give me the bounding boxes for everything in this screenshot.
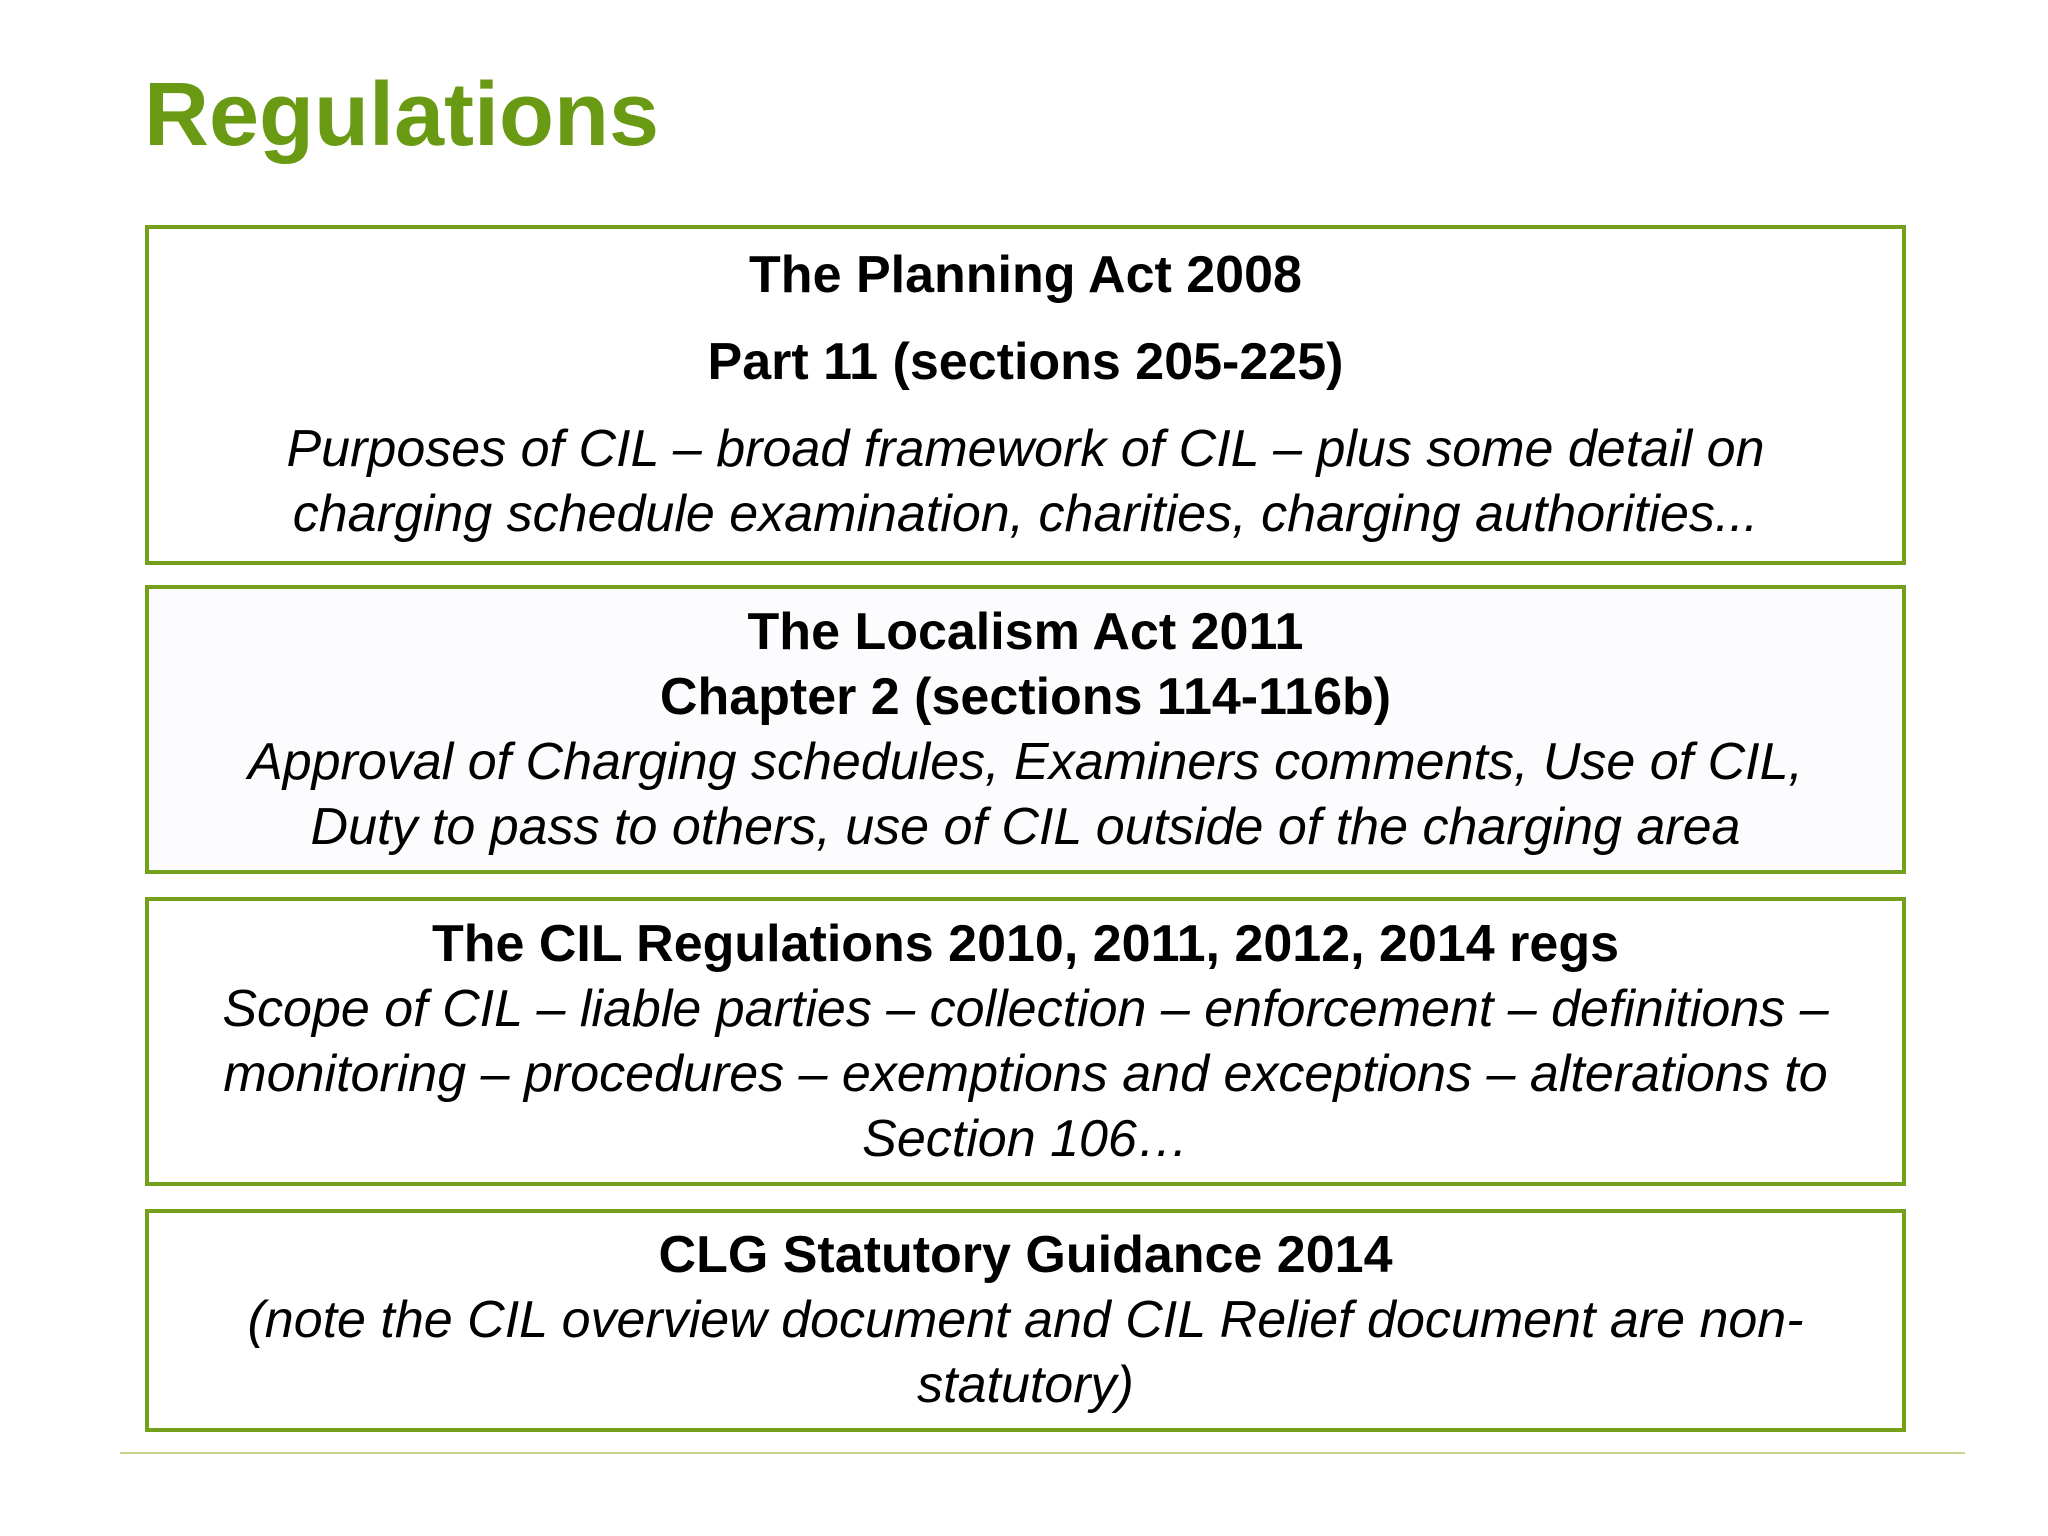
localism-act-description-line: Approval of Charging schedules, Examiners comments, Use of CIL, [248, 732, 1803, 791]
localism-act-subheading: Chapter 2 (sections 114-116b) [659, 667, 1392, 726]
planning-act-description-line: charging schedule examination, charities, charging authorities... [292, 485, 1759, 543]
localism-act-box [145, 585, 1906, 874]
planning-act-heading: The Planning Act 2008 [749, 246, 1302, 304]
footer-divider [120, 1452, 1965, 1454]
cil-regulations-description-line: Scope of CIL – liable parties – collection – enforcement – definitions – [222, 979, 1829, 1038]
cil-regulations-description-line: Section 106… [862, 1109, 1189, 1168]
clg-guidance-heading: CLG Statutory Guidance 2014 [658, 1226, 1393, 1284]
planning-act-subheading: Part 11 (sections 205-225) [707, 333, 1344, 391]
cil-regulations-heading: The CIL Regulations 2010, 2011, 2012, 2014 regs [431, 914, 1619, 973]
cil-regulations-box [145, 897, 1906, 1186]
clg-guidance-box [145, 1209, 1906, 1432]
planning-act-box [145, 225, 1906, 565]
localism-act-heading: The Localism Act 2011 [747, 602, 1304, 661]
page-title: Regulations [144, 65, 660, 165]
clg-guidance-description-line: (note the CIL overview document and CIL Relief document are non- [247, 1291, 1804, 1349]
clg-guidance-description-line: statutory) [917, 1356, 1134, 1414]
cil-regulations-description-line: monitoring – procedures – exemptions and exceptions – alterations to [223, 1044, 1828, 1103]
planning-act-description-line: Purposes of CIL – broad framework of CIL – plus some detail on [286, 420, 1765, 478]
localism-act-description-line: Duty to pass to others, use of CIL outside of the charging area [310, 797, 1741, 856]
